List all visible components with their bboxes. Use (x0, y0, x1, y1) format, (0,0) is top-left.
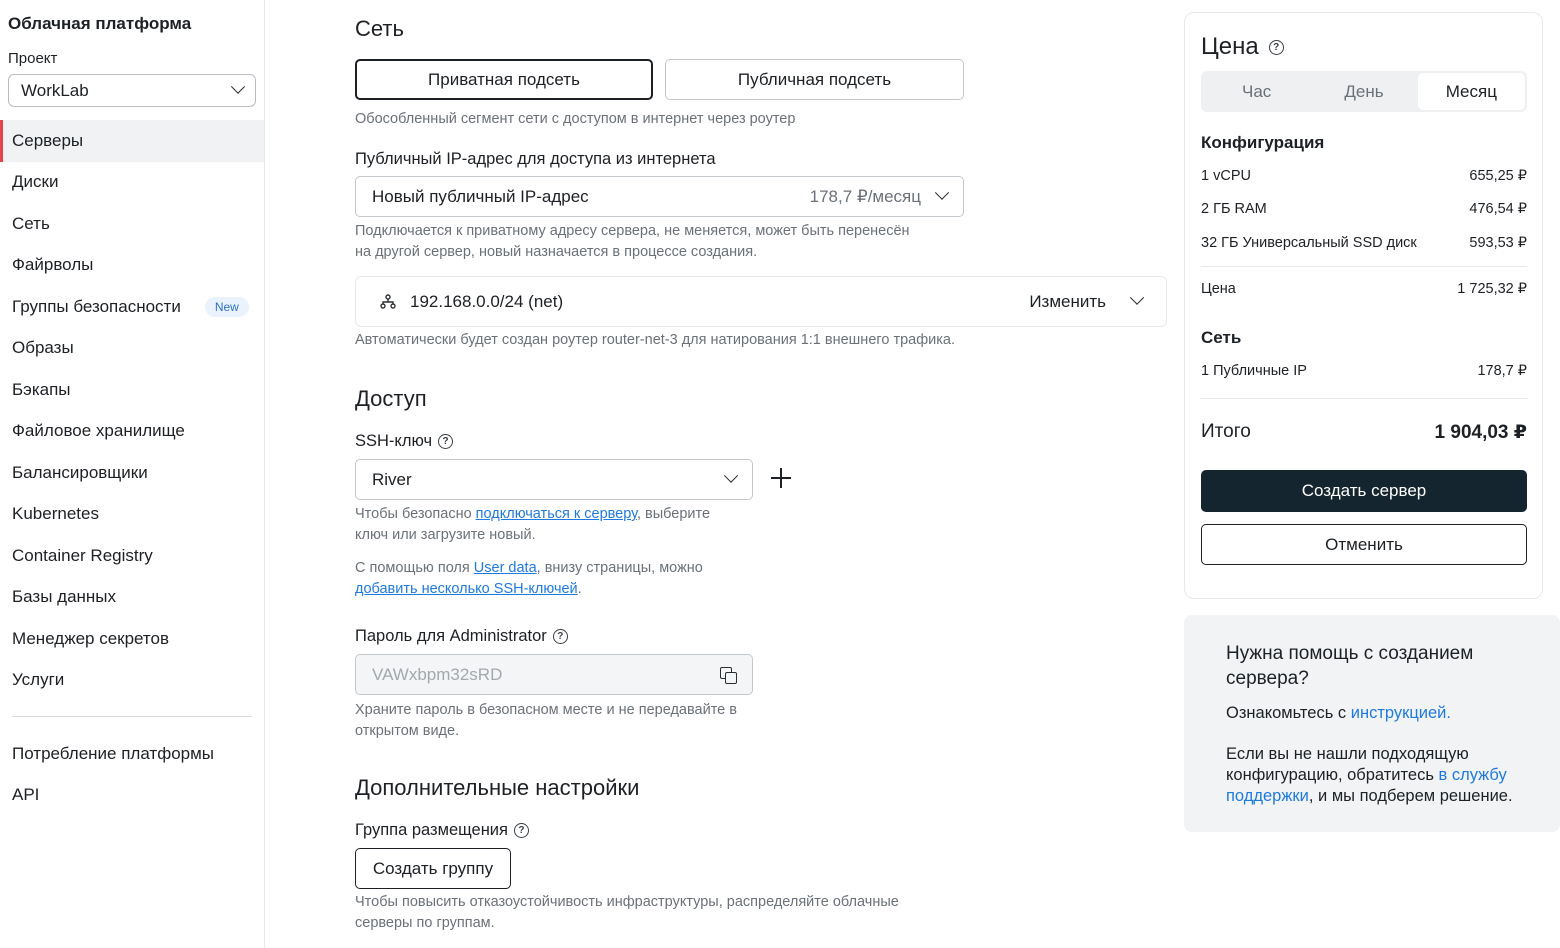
help-line-1: Ознакомьтесь с инструкцией. (1226, 704, 1451, 722)
price-row: 32 ГБ Универсальный SSD диск 593,53 ₽ (1201, 235, 1527, 251)
sidebar-item-label: Файрволы (12, 255, 94, 275)
sidebar-item-security-groups[interactable] (0, 286, 264, 328)
sidebar-item-label: Файловое хранилище (12, 421, 185, 441)
chevron-down-icon (935, 185, 949, 199)
instructions-link[interactable]: инструкцией. (1350, 704, 1451, 722)
ssh-key-value: River (372, 469, 412, 489)
private-subnet-button[interactable]: Приватная подсеть (355, 59, 653, 100)
placement-group-label: Группа размещения ? (355, 821, 529, 840)
new-badge: New (205, 297, 249, 317)
sidebar-item-label: Серверы (12, 130, 84, 150)
sidebar-item-secrets[interactable] (0, 618, 264, 660)
network-card[interactable] (355, 276, 1167, 327)
net-price-title: Сеть (1201, 328, 1242, 347)
sidebar-item-label: Группы безопасности (12, 296, 181, 316)
sidebar-nav (0, 120, 264, 701)
divider (1201, 398, 1527, 399)
ssh-key-select[interactable] (355, 459, 753, 500)
password-label: Пароль для Administrator ? (355, 627, 568, 646)
sidebar-item-network[interactable] (0, 203, 264, 245)
price-card (1184, 12, 1543, 599)
period-switcher (1201, 71, 1527, 112)
network-title: Сеть (355, 16, 404, 41)
price-row: 2 ГБ RAM 476,54 ₽ (1201, 201, 1527, 217)
add-multiple-ssh-keys-link[interactable]: добавить несколько SSH-ключей (355, 581, 578, 597)
ssh-key-hint: Чтобы безопасно подключаться к серверу, выберите ключ или загрузите новый. (355, 506, 711, 543)
help-icon[interactable]: ? (553, 629, 568, 644)
sidebar-nav-secondary (0, 733, 264, 816)
sidebar-item-services[interactable] (0, 660, 264, 702)
connect-to-server-link[interactable]: подключаться к серверу (475, 506, 637, 522)
sidebar-item-label: Услуги (12, 670, 65, 690)
help-icon[interactable]: ? (1269, 40, 1284, 55)
public-ip-price: 178,7 ₽/месяц (809, 186, 921, 206)
sidebar-item-images[interactable] (0, 328, 264, 370)
period-hour[interactable]: Час (1242, 81, 1272, 101)
sidebar-item-label: Бэкапы (12, 379, 71, 399)
public-subnet-button[interactable]: Публичная подсеть (665, 59, 964, 100)
subnet-hint: Обособленный сегмент сети с доступом в интернет через роутер (355, 111, 796, 127)
chevron-down-icon (231, 79, 245, 93)
sidebar-item-kubernetes[interactable] (0, 494, 264, 536)
config-title: Конфигурация (1201, 133, 1325, 152)
main-content (355, 0, 1167, 948)
price-row: 1 Публичные IP 178,7 ₽ (1201, 363, 1527, 379)
copy-icon[interactable] (720, 667, 736, 683)
total-row: Итого 1 904,03 ₽ (1201, 421, 1527, 443)
sidebar-item-label: API (12, 785, 40, 805)
help-icon[interactable]: ? (514, 823, 529, 838)
public-ip-label: Публичный IP-адрес для доступа из интернета (355, 150, 716, 168)
public-ip-value: Новый публичный IP-адрес (372, 186, 589, 206)
sidebar-item-label: Kubernetes (12, 504, 99, 524)
sidebar-divider (12, 716, 252, 717)
sidebar-item-label: Менеджер секретов (12, 628, 170, 648)
price-title: Цена ? (1201, 33, 1284, 61)
sidebar-item-balancers[interactable] (0, 452, 264, 494)
sidebar-item-disks[interactable] (0, 162, 264, 204)
project-label: Проект (8, 50, 58, 67)
price-sum-row: Цена 1 725,32 ₽ (1201, 281, 1527, 297)
brand-title: Облачная платформа (8, 14, 192, 33)
sidebar-item-container-registry[interactable] (0, 535, 264, 577)
sidebar-item-label: Сеть (12, 213, 50, 233)
sidebar-item-label: Балансировщики (12, 462, 148, 482)
network-change-button[interactable] (1029, 292, 1142, 312)
divider (1201, 266, 1527, 267)
user-data-link[interactable]: User data (473, 560, 537, 576)
chevron-down-icon (1130, 290, 1144, 304)
sidebar-item-label: Потребление платформы (12, 743, 215, 763)
network-value: 192.168.0.0/24 (net) (410, 291, 564, 311)
create-server-button[interactable]: Создать сервер (1201, 470, 1527, 512)
create-group-button[interactable]: Создать группу (355, 848, 511, 889)
sidebar-item-databases[interactable] (0, 577, 264, 619)
period-day[interactable]: День (1344, 81, 1384, 101)
public-ip-select[interactable] (355, 176, 964, 217)
help-line-2: Если вы не нашли подходящую конфигурацию, обратитесь в службу поддержки, и мы подберем решение. (1226, 745, 1513, 805)
add-ssh-key-plus-icon[interactable] (770, 467, 792, 489)
project-value: WorkLab (21, 80, 89, 100)
advanced-title: Дополнительные настройки (355, 775, 640, 800)
public-ip-hint: Подключается к приватному адресу сервера, не меняется, может быть перенесён на другой сервер, новый назначается в процессе создания. (355, 223, 910, 260)
sidebar-item-consumption[interactable] (0, 733, 264, 775)
ssh-key-label: SSH-ключ ? (355, 432, 453, 451)
sidebar-item-label: Диски (12, 172, 59, 192)
sidebar-item-label: Базы данных (12, 587, 117, 607)
password-hint: Храните пароль в безопасном месте и не передавайте в открытом виде. (355, 702, 737, 739)
network-topology-icon (380, 294, 396, 310)
user-data-hint: С помощью поля User data, внизу страницы, можно добавить несколько SSH-ключей. (355, 560, 703, 597)
price-row: 1 vCPU 655,25 ₽ (1201, 168, 1527, 184)
sidebar-item-file-storage[interactable] (0, 411, 264, 453)
chevron-down-icon (724, 468, 738, 482)
cancel-button[interactable]: Отменить (1201, 524, 1527, 565)
network-change-label: Изменить (1029, 291, 1106, 311)
sidebar-item-label: Образы (12, 338, 74, 358)
help-icon[interactable]: ? (438, 434, 453, 449)
sidebar-item-label: Container Registry (12, 545, 153, 565)
sidebar-item-firewalls[interactable] (0, 245, 264, 287)
help-card (1184, 615, 1560, 832)
placement-group-hint: Чтобы повысить отказоустойчивость инфраструктуры, распределяйте облачные серверы по группам. (355, 894, 899, 931)
password-value: VAWxbpm32sRD (372, 664, 503, 684)
password-field[interactable] (355, 654, 753, 695)
project-select[interactable] (8, 74, 256, 107)
sidebar-item-servers[interactable] (0, 120, 264, 162)
access-title: Доступ (355, 386, 427, 411)
support-link[interactable]: в службу поддержки (1226, 766, 1507, 805)
help-title: Нужна помощь с созданием сервера? (1226, 643, 1474, 689)
sidebar (0, 0, 265, 948)
router-hint: Автоматически будет создан роутер router-net-3 для натирования 1:1 внешнего трафика. (355, 332, 956, 348)
period-month[interactable]: Месяц (1418, 73, 1525, 110)
sidebar-item-backups[interactable] (0, 369, 264, 411)
sidebar-item-api[interactable] (0, 775, 264, 817)
